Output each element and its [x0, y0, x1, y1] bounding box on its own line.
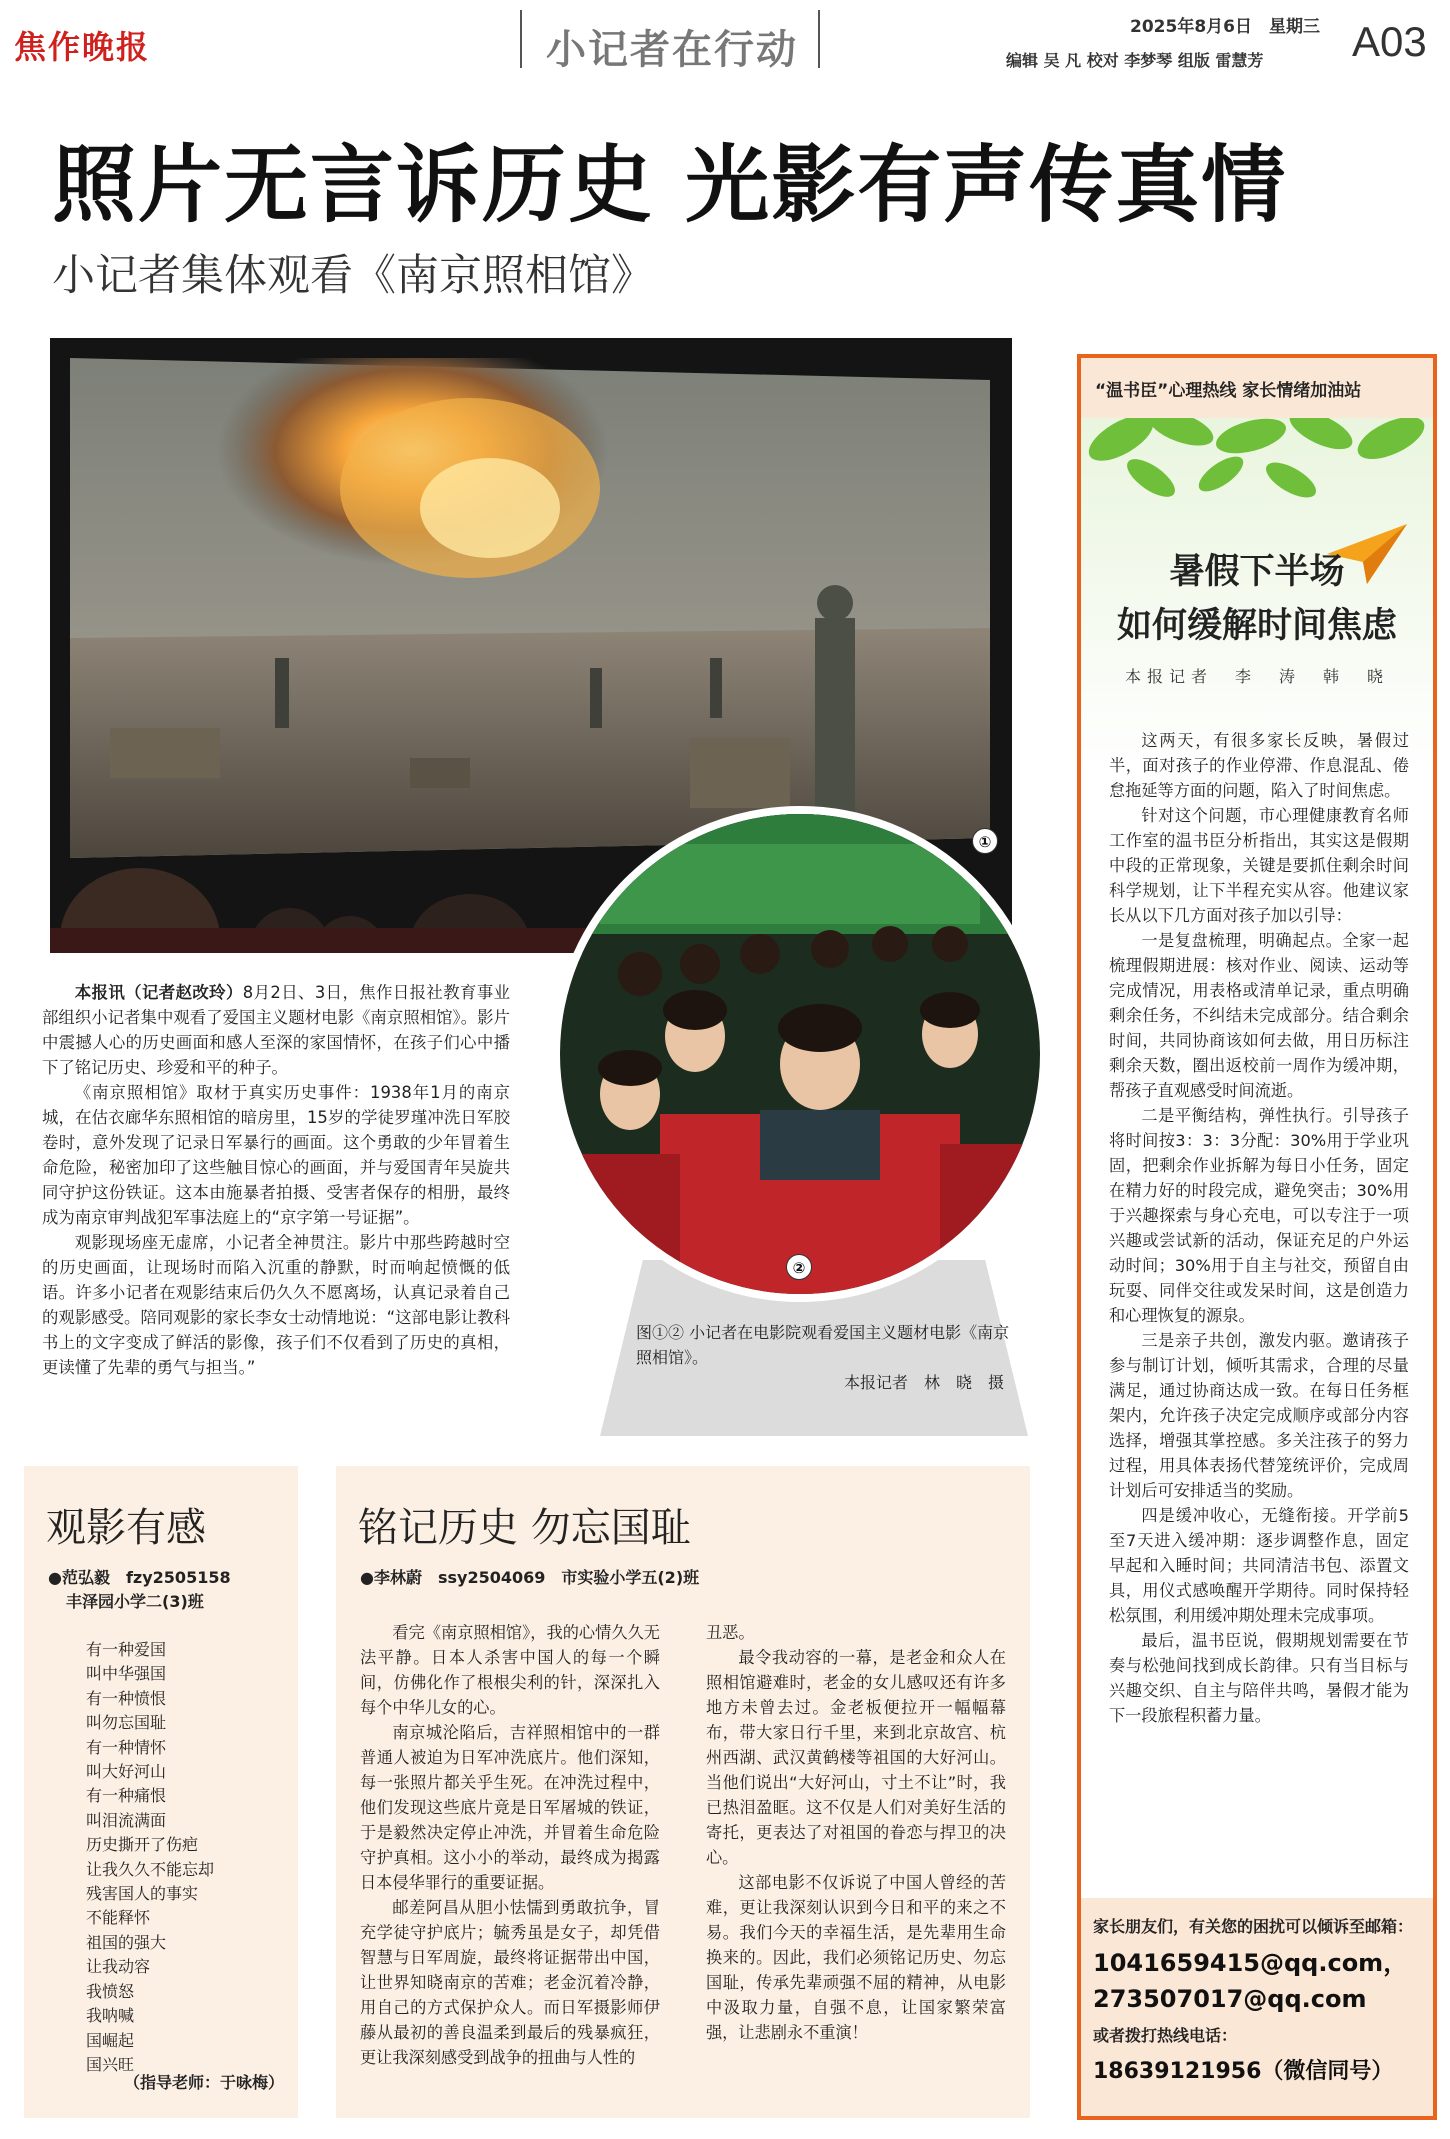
sidebar-header	[1081, 358, 1433, 418]
lead-paragraph-3: 观影现场座无虚席，小记者全神贯注。影片中那些跨越时空的历史画面，让现场时而陷入沉重的静默，时而响起愤慨的低语。许多小记者在观影结束后仍久久不愿离场，认真记录着自己的观影感受。陪同观影的家长李女士动情地说：“这部电影让教科书上的文字变成了鲜活的影像，孩子们不仅看到了历史的真相，更读懂了先辈的勇气与担当。”	[42, 1233, 510, 1377]
page-headline: 照片无言诉历史 光影有声传真情	[52, 136, 1288, 234]
sidebar-title-line-2: 如何缓解时间焦虑	[1116, 606, 1397, 646]
contact-email-2[interactable]: 273507017@qq.com	[1093, 1985, 1367, 2013]
essay-paragraph: 看完《南京照相馆》，我的心情久久无法平静。日本人杀害中国人的每一个瞬间，仿佛化作了根根尖利的针，深深扎入每个中华儿女的心。	[360, 1623, 660, 1717]
poem-line: 让我久久不能忘却	[86, 1859, 215, 1879]
poem-line: 不能释怀	[86, 1908, 151, 1928]
photo-caption	[636, 1320, 1016, 1395]
poem-teacher: （指导老师：于咏梅）	[124, 2073, 285, 2092]
poem-line: 历史撕开了伤疤	[86, 1835, 199, 1855]
essay-box	[336, 1466, 1030, 2118]
contact-phone-intro: 或者拨打热线电话：	[1093, 2026, 1238, 2045]
poem-line: 有一种爱国	[86, 1640, 167, 1659]
contact-phone[interactable]: 18639121956（微信同号）	[1093, 2059, 1394, 2084]
poem-title: 观影有感	[46, 1505, 206, 1551]
poem-line: 我愤怒	[86, 1981, 135, 2001]
lead-article	[42, 980, 510, 1380]
lead-kicker: 本报讯（记者赵改玲）	[74, 983, 243, 1002]
poem-line: 祖国的强大	[86, 1932, 167, 1952]
poem-line: 有一种痛恨	[86, 1786, 167, 1806]
sidebar-header-text: “温书臣”心理热线 家长情绪加油站	[1095, 381, 1362, 401]
sidebar-paragraph: 三是亲子共创，激发内驱。邀请孩子参与制订计划，倾听其需求，合理的尽量满足，通过协商达成一致。在每日任务框架内，允许孩子决定完成顺序或部分内容选择，增强其掌控感。多关注孩子的努力过程，用具体表扬代替笼统评价，完成周计划后可安排适当的奖励。	[1109, 1331, 1409, 1500]
sidebar-paragraph: 针对这个问题，市心理健康教育名师工作室的温书臣分析指出，其实这是假期中段的正常现象，关键是要抓住剩余时间科学规划，让下半程充实从容。他建议家长从以下几方面对孩子加以引导：	[1109, 806, 1409, 925]
masthead	[0, 0, 1450, 80]
essay-paragraph: 邮差阿昌从胆小怯懦到勇敢抗争，冒充学徒守护底片；毓秀虽是女子，却凭借智慧与日军周旋，最终将证据带出中国，让世界知晓南京的苦难；老金沉着冷静，用自己的方式保护众人。而日军摄影师伊藤从最初的善良温柔到最后的残暴疯狂，更让我深刻感受到战争的扭曲与人性的	[360, 1898, 660, 2067]
lead-paragraph-1: 本报讯（记者赵改玲）8月2日、3日，焦作日报社教育事业部组织小记者集中观看了爱国主义题材电影《南京照相馆》。影片中震撼人心的历史画面和感人至深的家国情怀，在孩子们心中播下了铭记历史、珍爱和平的种子。	[42, 983, 510, 1077]
lead-paragraph-2: 《南京照相馆》取材于真实历史事件：1938年1月的南京城，在估衣廊华东照相馆的暗房里，15岁的学徒罗瑾冲洗日军胶卷时，意外发现了记录日军暴行的画面。这个勇敢的少年冒着生命危险，秘密加印了这些触目惊心的画面，并与爱国青年吴旋共同守护这份铁证。这本由施暴者拍摄、受害者保存的相册，最终成为南京审判战犯军事法庭上的“京字第一号证据”。	[42, 1083, 510, 1227]
poem-line: 我呐喊	[86, 2006, 135, 2026]
poem-line: 叫勿忘国耻	[86, 1713, 167, 1733]
dateline: 2025年8月6日 星期三	[1130, 17, 1320, 37]
newspaper-logo: 焦作晚报	[14, 28, 151, 66]
poem-line: 有一种愤恨	[86, 1688, 167, 1708]
poem-line: 叫中华强国	[86, 1664, 167, 1684]
essay-column-2	[706, 1620, 1006, 2045]
caption-text: 图①② 小记者在电影院观看爱国主义题材电影《南京照相馆》。	[636, 1323, 1010, 1367]
audience-illustration	[560, 814, 1040, 1294]
poem-line: 国崛起	[86, 2030, 135, 2050]
contact-intro: 家长朋友们，有关您的困扰可以倾诉至邮箱：	[1093, 1917, 1414, 1936]
sidebar-paragraph: 最后，温书臣说，假期规划需要在节奏与松弛间找到成长韵律。只有当目标与兴趣交织、自主与陪伴共鸣，暑假才能为下一段旅程积蓄力量。	[1109, 1631, 1409, 1725]
sidebar-body	[1109, 728, 1409, 1728]
poem-byline-school: 丰泽园小学二(3)班	[66, 1592, 204, 1611]
essay-paragraph: 丑恶。	[706, 1623, 755, 1642]
essay-column-1	[360, 1620, 660, 2070]
essay-title: 铭记历史 勿忘国耻	[358, 1505, 691, 1551]
page-number: A03	[1352, 18, 1427, 65]
sidebar-title-line-1: 暑假下半场	[1169, 552, 1345, 592]
editors-line: 编辑 吴 凡 校对 李梦琴 组版 雷慧芳	[1006, 51, 1264, 70]
poem-line: 有一种情怀	[86, 1737, 167, 1757]
poem-line: 叫大好河山	[86, 1762, 167, 1782]
essay-byline: ●李林蔚 ssy2504069 市实验小学五(2)班	[360, 1568, 700, 1587]
photo-number-1: ①	[972, 828, 998, 854]
poem-byline-author: ●范弘毅 fzy2505158	[48, 1568, 231, 1587]
photo-number-2: ②	[786, 1254, 812, 1280]
sidebar-paragraph: 一是复盘梳理，明确起点。全家一起梳理假期进展：核对作业、阅读、运动等完成情况，用表格或清单记录，重点明确剩余任务，不纠结未完成部分。结合剩余时间，共同协商该如何去做，用日历标注剩余天数，圈出返校前一周作为缓冲期，帮孩子直观感受时间流逝。	[1109, 931, 1409, 1100]
essay-paragraph: 最令我动容的一幕，是老金和众人在照相馆避难时，老金的女儿感叹还有许多地方未曾去过。金老板便拉开一幅幅幕布，带大家日行千里，来到北京故宫、杭州西湖、武汉黄鹤楼等祖国的大好河山。当他们说出“大好河山，寸土不让”时，我已热泪盈眶。这不仅是人们对美好生活的寄托，更表达了对祖国的眷恋与捍卫的决心。	[706, 1648, 1006, 1867]
sidebar-paragraph: 这两天，有很多家长反映，暑假过半，面对孩子的作业停滞、作息混乱、倦怠拖延等方面的问题，陷入了时间焦虑。	[1109, 731, 1409, 800]
essay-paragraph: 这部电影不仅诉说了中国人曾经的苦难，更让我深刻认识到今日和平的来之不易。我们今天的幸福生活，是先辈用生命换来的。因此，我们必须铭记历史、勿忘国耻，传承先辈顽强不屈的精神，从电影中汲取力量，自强不息，让国家繁荣富强，让悲剧永不重演！	[706, 1873, 1006, 2042]
contact-email-1[interactable]: 1041659415@qq.com，	[1093, 1949, 1408, 1977]
poem-line: 残害国人的事实	[86, 1884, 199, 1904]
sidebar-paragraph: 二是平衡结构，弹性执行。引导孩子将时间按3：3：3分配：30%用于学业巩固，把剩余作业拆解为每日小任务，固定在精力好的时段完成，避免突击；30%用于兴趣探索与身心充电，可以专注于一项兴趣或尝试新的活动，保证充足的户外运动时间；30%用于自主与社交，预留自由玩耍、同伴交往或发呆时间，这是创造力和心理恢复的源泉。	[1109, 1106, 1409, 1325]
poem-line: 国兴旺	[86, 2054, 135, 2074]
sidebar-hotline	[1077, 354, 1437, 2120]
divider	[520, 10, 522, 68]
section-name: 小记者在行动	[546, 27, 798, 73]
poem-line: 让我动容	[86, 1957, 151, 1977]
sidebar-author: 本报记者 李 涛 韩 晓	[1124, 667, 1389, 686]
essay-paragraph: 南京城沦陷后，吉祥照相馆中的一群普通人被迫为日军冲洗底片。他们深知，每一张照片都关乎生死。在冲洗过程中，他们发现这些底片竟是日军屠城的铁证，于是毅然决定停止冲洗，并冒着生命危险守护真相。这小小的举动，最终成为揭露日本侵华罪行的重要证据。	[360, 1723, 660, 1892]
contact-box	[1081, 1898, 1433, 2116]
divider	[818, 10, 820, 68]
sidebar-paragraph: 四是缓冲收心，无缝衔接。开学前5至7天进入缓冲期：逐步调整作息，固定早起和入睡时间；共同清洁书包、添置文具，用仪式感唤醒开学期待。同时保持轻松氛围，利用缓冲期处理未完成事项。	[1109, 1506, 1409, 1625]
photo-audience-circle	[552, 806, 1048, 1302]
sidebar-leaf-banner	[1081, 418, 1433, 774]
caption-photographer: 本报记者 林 晓 摄	[843, 1373, 1004, 1392]
poem-box	[24, 1466, 298, 2118]
poem-lines	[86, 1638, 214, 2077]
poem-line: 叫泪流满面	[86, 1810, 167, 1830]
page-subhead: 小记者集体观看《南京照相馆》	[52, 251, 654, 301]
